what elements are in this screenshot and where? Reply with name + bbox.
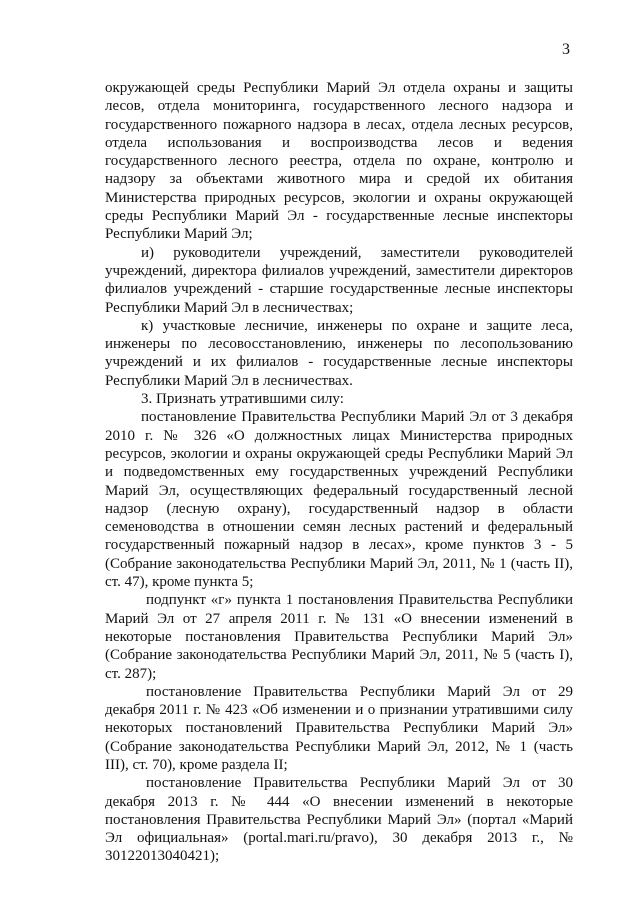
paragraph-item-i: и) руководители учреждений, заместители руководителей учреждений, директора филиалов учреждений, заместители директоров филиалов учреждений - старшие государственные лесные инспекторы Республики Марий Эл в лесничествах; — [105, 244, 573, 316]
page-number: 3 — [562, 41, 570, 58]
paragraph-continuation: окружающей среды Республики Марий Эл отдела охраны и защиты лесов, отдела мониторинга, государственного лесного надзора и государственного пожарного надзора в лесах, отдела лесных ресурсов, отдела использования и воспроизводства лесов и ведения государственного лесного реестра, отдела по охране, контролю и надзору за объектами животного мира и средой их обитания Министерства природных ресурсов, экологии и охраны окружающей среды Республики Марий Эл - государственные лесные инспекторы Республики Марий Эл; — [105, 80, 573, 243]
document-body — [105, 79, 573, 866]
paragraph-repeal-131: подпункт «г» пункта 1 постановления Правительства Республики Марий Эл от 27 апреля 2011 г. № 131 «О внесении изменений в некоторые постановления Правительства Республики Марий Эл» (Собрание законодательства Республики Марий Эл, 2011, № 5 (часть I), ст. 287); — [105, 592, 573, 682]
paragraph-repeal-326: постановление Правительства Республики Марий Эл от 3 декабря 2010 г. № 326 «О должностных лицах Министерства природных ресурсов, экологии и охраны окружающей среды Республики Марий Эл и подведомственных ему государственных учреждений Республики Марий Эл, осуществляющих федеральный государственный лесной надзор (лесную охрану), государственный надзор в области семеноводства в отношении семян лесных растений и федеральный государственный пожарный надзор в лесах», кроме пунктов 3 - 5 (Собрание законодательства Республики Марий Эл, 2011, № 1 (часть II), ст. 47), кроме пункта 5; — [105, 409, 573, 591]
paragraph-item-k: к) участковые лесничие, инженеры по охране и защите леса, инженеры по лесовосстановлению, инженеры по лесопользованию учреждений и их филиалов - государственные лесные инспекторы Республики Марий Эл в лесничествах. — [105, 317, 573, 389]
paragraph-repeal-423: постановление Правительства Республики Марий Эл от 29 декабря 2011 г. № 423 «Об изменении и о признании утратившими силу некоторых постановлений Правительства Республики Марий Эл» (Собрание законодательства Республики Марий Эл, 2012, № 1 (часть III), ст. 70), кроме раздела II; — [105, 683, 573, 773]
paragraph-repeal-444: постановление Правительства Республики Марий Эл от 30 декабря 2013 г. № 444 «О внесении изменений в некоторые постановления Правительства Республики Марий Эл» (портал «Марий Эл официальная» (portal.mari.ru/pravo), 30 декабря 2013 г., № 30122013040421); — [105, 775, 573, 865]
paragraph-clause-3: 3. Признать утратившими силу: — [141, 391, 344, 408]
